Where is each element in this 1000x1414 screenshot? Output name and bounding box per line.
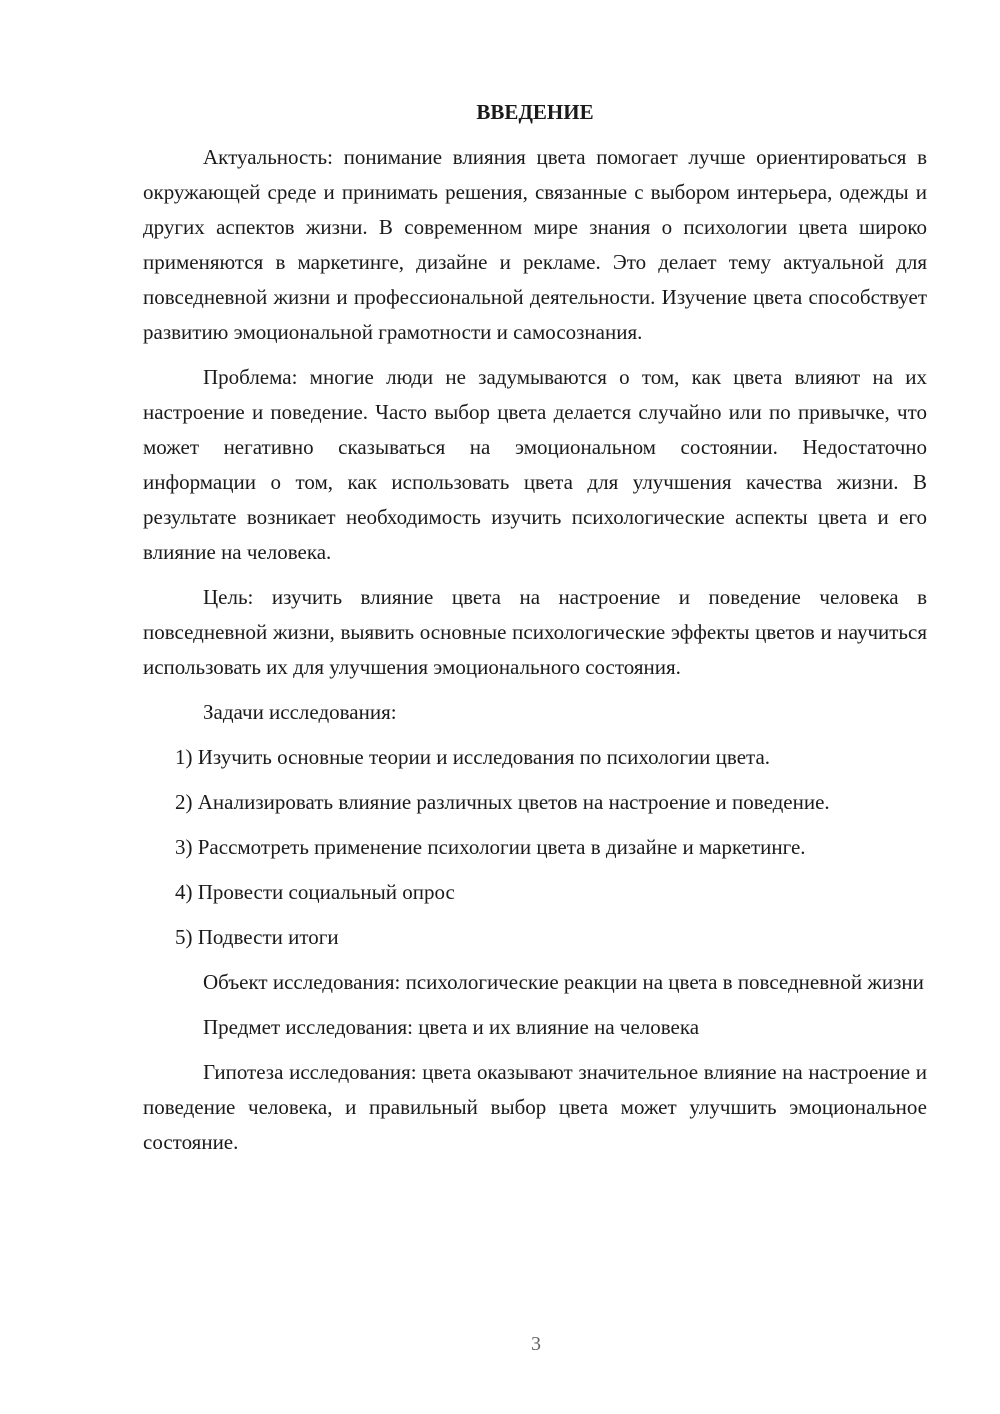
object-paragraph: Объект исследования: психологические реакции на цвета в повседневной жизни xyxy=(203,970,924,994)
task-item: 1) Изучить основные теории и исследования по психологии цвета. xyxy=(175,745,771,769)
task-item: 3) Рассмотреть применение психологии цвета в дизайне и маркетинге. xyxy=(175,835,806,859)
task-item: 2) Анализировать влияние различных цветов на настроение и поведение. xyxy=(175,790,830,814)
task-item: 5) Подвести итоги xyxy=(175,925,339,949)
problem-paragraph: Проблема: многие люди не задумываются о том, как цвета влияют на их настроение и поведение. Часто выбор цвета делается случайно или по привычке, что может негативно сказываться на эмоциональном состоянии. Недостаточно информации о том, как использовать цвета для улучшения качества жизни. В результате возникает необходимость изучить психологические аспекты цвета и его влияние на человека. xyxy=(143,365,927,564)
goal-paragraph: Цель: изучить влияние цвета на настроение и поведение человека в повседневной жизни, выявить основные психологические эффекты цветов и научиться использовать их для улучшения эмоционального состояния. xyxy=(143,585,927,679)
tasks-heading: Задачи исследования: xyxy=(203,700,397,724)
page-number: 3 xyxy=(531,1333,541,1355)
section-title: ВВЕДЕНИЕ xyxy=(476,100,594,124)
hypothesis-paragraph: Гипотеза исследования: цвета оказывают значительное влияние на настроение и поведение человека, и правильный выбор цвета может улучшить эмоциональное состояние. xyxy=(143,1060,927,1154)
subject-paragraph: Предмет исследования: цвета и их влияние на человека xyxy=(203,1015,700,1039)
task-item: 4) Провести социальный опрос xyxy=(175,880,455,904)
relevance-paragraph: Актуальность: понимание влияния цвета помогает лучше ориентироваться в окружающей среде и принимать решения, связанные с выбором интерьера, одежды и других аспектов жизни. В современном мире знания о психологии цвета широко применяются в маркетинге, дизайне и рекламе. Это делает тему актуальной для повседневной жизни и профессиональной деятельности. Изучение цвета способствует развитию эмоциональной грамотности и самосознания. xyxy=(143,145,927,344)
page-content xyxy=(143,95,927,1170)
